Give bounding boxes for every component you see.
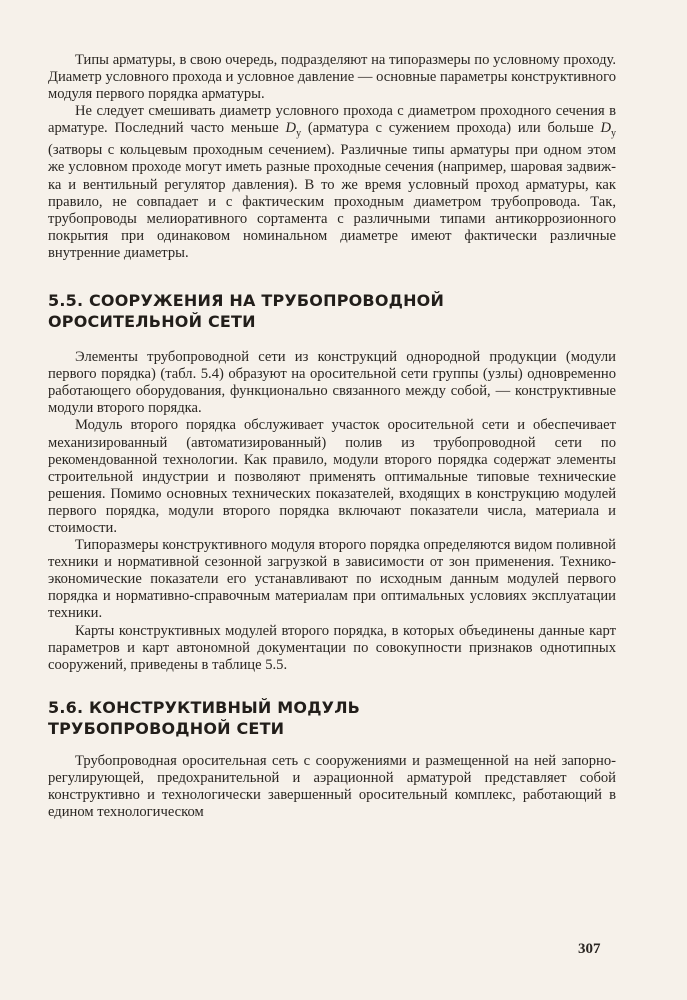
page-text bbox=[48, 52, 616, 821]
paragraph: Элементы трубопроводной сети из конструкций однородной продукции (модули первого порядка) (табл. 5.4) образуют на оросительной сети группы (узлы) одновременно работающего оборудования, функционально связанного между собой, — конструктивные модули второго порядка. bbox=[48, 349, 616, 417]
symbol-dy: $D_y$ bbox=[285, 120, 302, 140]
heading-line: ТРУБОПРОВОДНОЙ СЕТИ bbox=[48, 718, 285, 738]
heading-line: 5.5. СООРУЖЕНИЯ НА ТРУБОПРОВОДНОЙ bbox=[48, 291, 445, 311]
symbol-dy: $D_y$ bbox=[600, 120, 617, 140]
paragraph: Типоразмеры конструктивного модуля второго порядка определяются видом поливной техники и нормативной сезонной загрузкой в зависимости от зон применения. Технико-экономические показатели его устанавливают по исходным данным модулей первого порядка и нормативно-справочным материалам при оптимальных условиях эксплуатации техники. bbox=[48, 537, 616, 622]
text-run: Не следует смешивать диаметр условного прохода с диаметром проходного сечения в арматуре. Последний часто меньше bbox=[48, 103, 616, 137]
text-run: (арматура с сужением прохода) или больше bbox=[301, 120, 601, 137]
heading-line: 5.6. КОНСТРУКТИВНЫЙ МОДУЛЬ bbox=[48, 697, 361, 717]
text-run: (затворы с кольцевым проходным сечением). Различные типы арматуры при одном этом же условном проходе могут иметь разные проходные сечения (например, шаровая задвижка и вентильный регулятор давления). В то же время условный проход арматуры, как правило, не совпадает и с фактическим проходным диаметром трубопровода. Так, трубопроводы мелиоративного сортамента с различными типами антикоррозионного покрытия при одинаковом номинальном диаметре имеют фактически различные внутренние диаметры. bbox=[48, 142, 616, 261]
paragraph: Трубопроводная оросительная сеть с сооружениями и размещенной на ней запорно-регулирующей, предохранительной и аэрационной арматурой представляет собой конструктивно и технологически завершенный оросительный комплекс, работающий в едином технологическом bbox=[48, 752, 616, 821]
page-number: 307 bbox=[578, 941, 601, 957]
section-heading bbox=[48, 697, 616, 739]
paragraph: Модуль второго порядка обслуживает участок оросительной сети и обеспечивает механизированный (автоматизированный) полив из трубопроводной сети по рекомендованной технологии. Как правило, модули второго порядка содержат элементы строительной индустрии и позволяют применять оптимальные типовые технические решения. Помимо основных технических показателей, входящих в конструкцию модулей первого порядка, модули второго порядка включают показатели числа, материала и стоимости. bbox=[48, 417, 616, 536]
paragraph: Карты конструктивных модулей второго порядка, в которых объединены данные карт параметров и карт автономной документации по совокупности признаков однотипных сооружений, приведены в таблице 5.5. bbox=[48, 622, 616, 673]
section-heading bbox=[48, 290, 616, 332]
paragraph bbox=[48, 103, 616, 262]
heading-line: ОРОСИТЕЛЬНОЙ СЕТИ bbox=[48, 312, 256, 332]
paragraph: Типы арматуры, в свою очередь, подразделяют на типоразмеры по условному проходу. Диаметр условного прохода и условное давление — основные параметры конструктивного модуля первого порядка арматуры. bbox=[48, 52, 616, 103]
